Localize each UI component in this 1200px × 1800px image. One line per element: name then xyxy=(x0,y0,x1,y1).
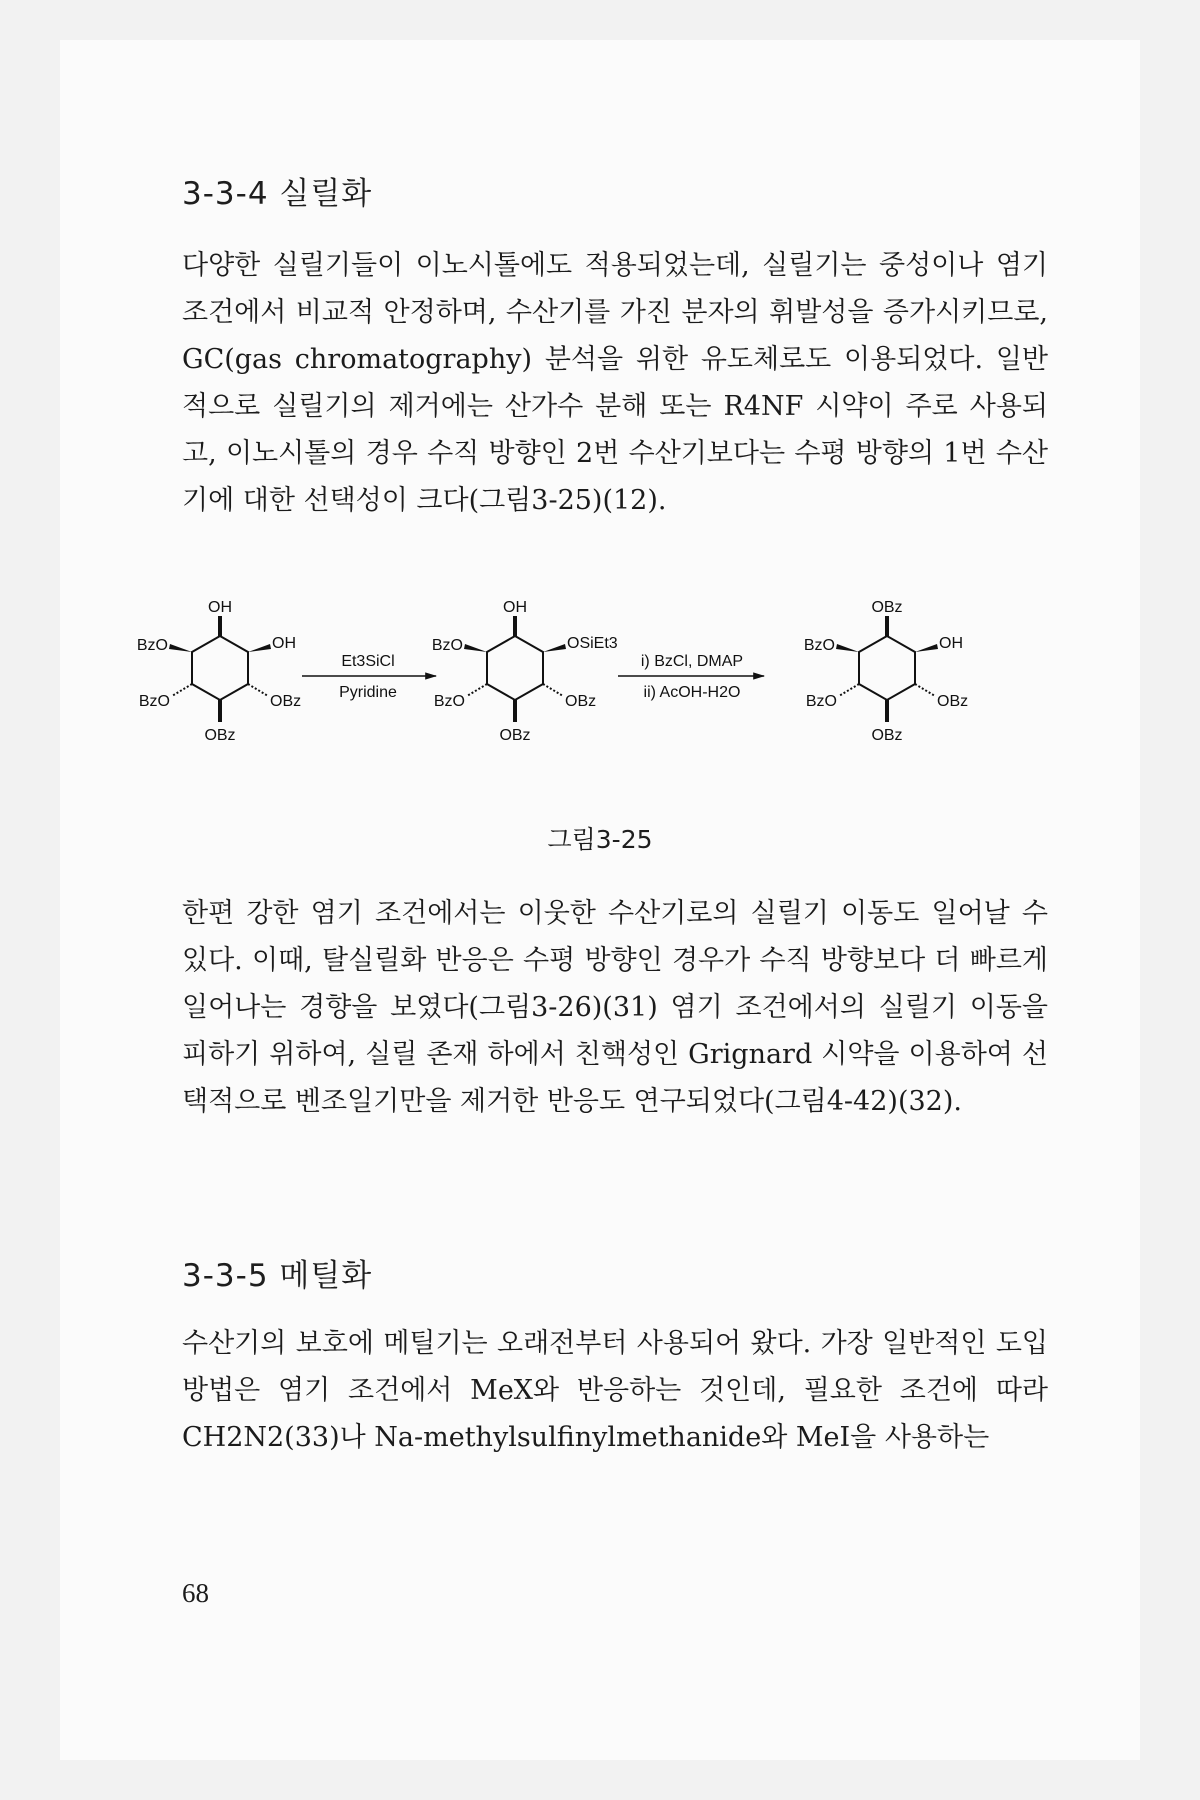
arrow-2-step-1: i) BzCl, DMAP xyxy=(640,653,744,670)
reaction-scheme-figure xyxy=(136,599,1080,830)
wedge-upper-left xyxy=(464,644,487,652)
wedge-upper-left xyxy=(836,644,859,652)
arrow-1-reagent: Et3SiCl xyxy=(341,653,395,670)
hash-lower-right xyxy=(543,684,563,696)
cyclohexane-ring xyxy=(859,636,915,700)
arrow-1-solvent: Pyridine xyxy=(339,684,397,701)
cyclohexane-ring xyxy=(487,636,543,700)
substituent-lower-left: BzO xyxy=(138,693,170,710)
hash-lower-left xyxy=(467,684,487,696)
hash-lower-right xyxy=(915,684,935,696)
hash-lower-left xyxy=(172,684,192,696)
substituent-bottom: OBz xyxy=(499,727,531,744)
substituent-lower-left: BzO xyxy=(433,693,465,710)
wedge-upper-right xyxy=(248,644,271,652)
substituent-top: OBz xyxy=(871,599,903,616)
hash-lower-right xyxy=(248,684,268,696)
paragraph-silylation: 다양한 실릴기들이 이노시톨에도 적용되었는데, 실릴기는 중성이나 염기 조건에서 비교적 안정하며, 수산기를 가진 분자의 휘발성을 증가시키므로, GC(gas chromatography) 분석을 위한 유도체로도 이용되었다. 일반적으로 실릴기의 제거에는 산가수 분해 또는 R4NF 시약이 주로 사용되고, 이노시톨의 경우 수직 방향인 2번 수산기보다는 수평 방향의 1번 수산기에 대한 선택성이 크다(그림3-25)(12). xyxy=(182,250,1048,516)
molecule-3 xyxy=(804,599,968,744)
arrow-2-step-2: ii) AcOH-H2O xyxy=(643,684,741,701)
hash-lower-left xyxy=(839,684,859,696)
substituent-lower-right: OBz xyxy=(937,693,969,710)
substituent-top: OH xyxy=(503,599,527,616)
substituent-upper-left: BzO xyxy=(136,637,168,654)
substituent-bottom: OBz xyxy=(204,727,236,744)
reaction-arrow-1 xyxy=(302,653,436,701)
substituent-upper-right: OSiEt3 xyxy=(567,635,618,652)
section-heading-silylation: 3-3-4 실릴화 xyxy=(182,176,373,212)
wedge-upper-left xyxy=(169,644,192,652)
figure-caption: 그림3-25 xyxy=(547,825,653,854)
substituent-upper-left: BzO xyxy=(431,637,463,654)
substituent-lower-right: OBz xyxy=(565,693,597,710)
paragraph-silyl-migration: 한편 강한 염기 조건에서는 이웃한 수산기로의 실릴기 이동도 일어날 수 있다. 이때, 탈실릴화 반응은 수평 방향인 경우가 수직 방향보다 더 빠르게 일어나는 경향을 보였다(그림3-26)(31) 염기 조건에서의 실릴기 이동을 피하기 위하여, 실릴 존재 하에서 친핵성인 Grignard 시약을 이용하여 선택적으로 벤조일기만을 제거한 반응도 연구되었다(그림4-42)(32). xyxy=(182,898,1048,1117)
page-number: 68 xyxy=(182,1578,209,1608)
molecule-1 xyxy=(137,599,301,744)
paragraph-methylation: 수산기의 보호에 메틸기는 오래전부터 사용되어 왔다. 가장 일반적인 도입 방법은 염기 조건에서 MeX와 반응하는 것인데, 필요한 조건에 따라 CH2N2(33)나 Na-methylsulfinylmethanide와 MeI을 사용하는 xyxy=(182,1328,1048,1453)
molecule-2 xyxy=(432,599,618,744)
cyclohexane-ring xyxy=(192,636,248,700)
substituent-upper-right: OH xyxy=(272,635,296,652)
section-heading-methylation: 3-3-5 메틸화 xyxy=(182,1258,373,1294)
wedge-upper-right xyxy=(915,644,938,652)
substituent-upper-left: BzO xyxy=(803,637,835,654)
reaction-scheme-svg xyxy=(136,599,1080,830)
substituent-lower-right: OBz xyxy=(270,693,302,710)
wedge-upper-right xyxy=(543,644,566,652)
substituent-bottom: OBz xyxy=(871,727,903,744)
substituent-lower-left: BzO xyxy=(805,693,837,710)
reaction-arrow-2 xyxy=(618,653,764,701)
substituent-upper-right: OH xyxy=(939,635,963,652)
substituent-top: OH xyxy=(208,599,232,616)
